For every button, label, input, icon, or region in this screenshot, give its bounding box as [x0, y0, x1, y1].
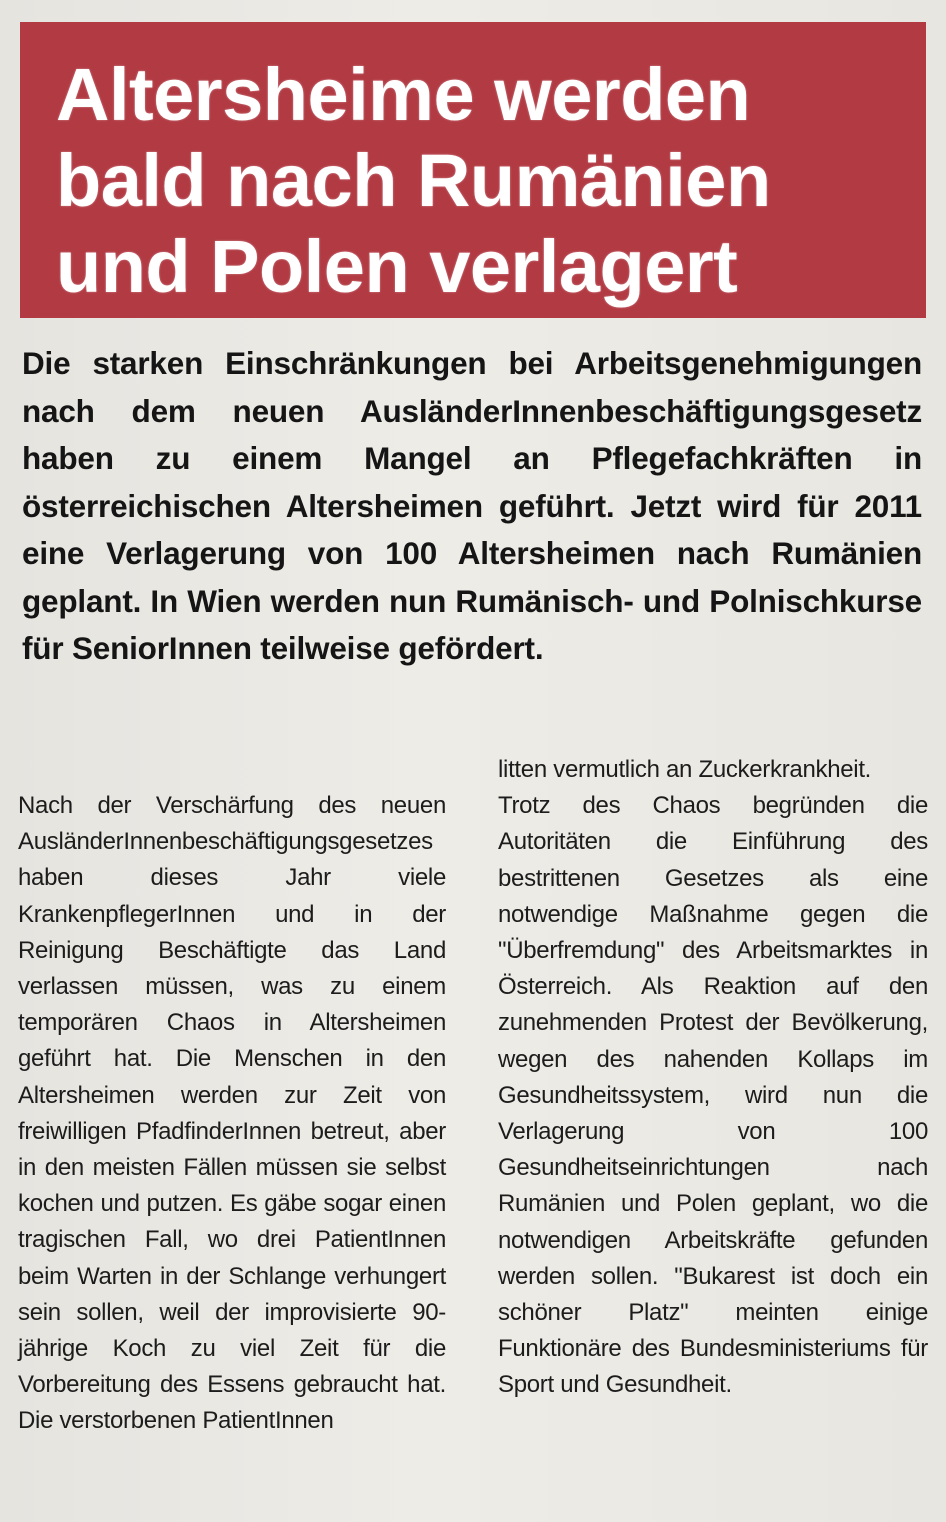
body-paragraph-right-continuation: litten vermutlich an Zuckerkrankheit.	[498, 756, 872, 783]
headline: Altersheime werden bald nach Rumänien und Polen verlagert	[56, 53, 771, 308]
body-paragraph-right: Trotz des Chaos begründen die Autoritäten die Einführung des bestrittenen Gesetzes als eine notwendige Maßnahme gegen die "Überfremdung" des Arbeitsmarktes in Österreich. Als Reaktion auf den zunehmenden Protest der Bevölkerung, wegen des nahenden Kollaps im Gesundheitssystem, wird nun die Verlagerung von 100 Gesundheitseinrichtungen nach Rumänien und Polen geplant, wo die notwendigen Arbeitskräfte gefunden werden sollen. "Bukarest ist doch ein schöner Platz" meinten einige Funktionäre des Bundesministeriums für Sport und Gesundheit.	[498, 792, 928, 1399]
headline-banner	[20, 22, 926, 318]
body-paragraph-left: Nach der Verschärfung des neuen AusländerInnenbeschäftigungsgesetzes haben dieses Jahr viele KrankenpflegerInnen und in der Reinigung Beschäftigte das Land verlassen müssen, was zu einem temporären Chaos in Altersheimen geführt hat. Die Menschen in den Altersheimen werden zur Zeit von freiwilligen PfadfinderInnen betreut, aber in den meisten Fällen müssen sie selbst kochen und putzen. Es gäbe sogar einen tragischen Fall, wo drei PatientInnen beim Warten in der Schlange verhungert sein sollen, weil der improvisierte 90-jährige Koch zu viel Zeit für die Vorbereitung des Essens gebraucht hat. Die verstorbenen PatientInnen	[18, 792, 446, 1435]
body-column-left	[18, 788, 446, 1440]
lead-paragraph: Die starken Einschränkungen bei Arbeitsgenehmigungen nach dem neuen AusländerInnenbeschäftigungsgesetz haben zu einem Mangel an Pflegefachkräften in österreichischen Altersheimen geführt. Jetzt wird für 2011 eine Verlagerung von 100 Altersheimen nach Rumänien geplant. In Wien werden nun Rumänisch- und Polnischkurse für SeniorInnen teilweise gefördert.	[22, 345, 922, 666]
body-column-right	[498, 752, 928, 1404]
